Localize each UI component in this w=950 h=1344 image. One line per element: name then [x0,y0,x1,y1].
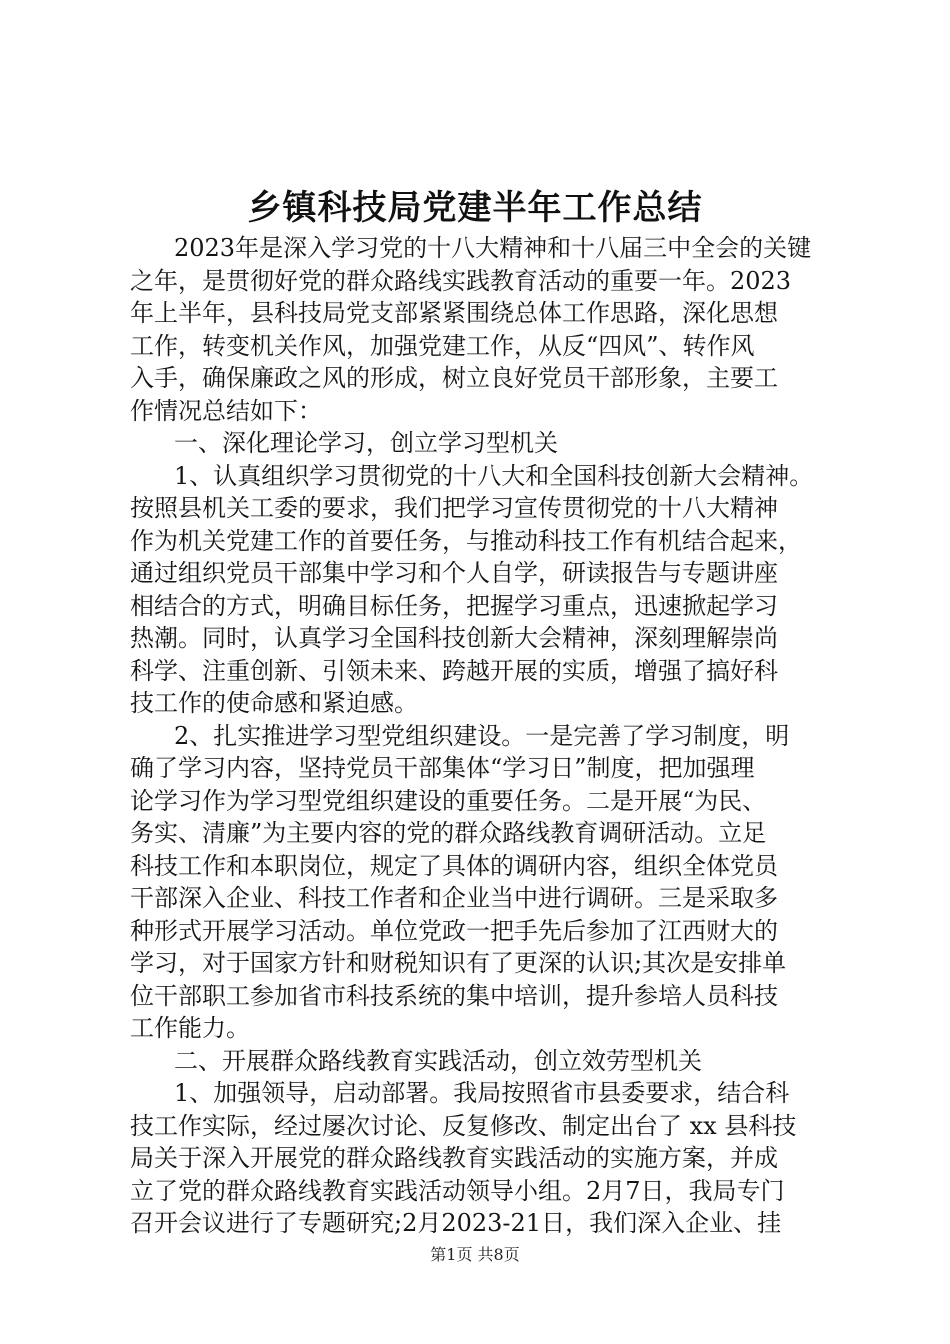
text-line: 相结合的方式，明确目标任务，把握学习重点，迅速掀起学习 [130,591,778,620]
text-line: 技工作的使命感和紧迫感。 [130,689,418,717]
text-line: 入手，确保廉政之风的形成，树立良好党员干部形象，主要工 [130,364,778,392]
text-line: 干部深入企业、科技工作者和企业当中进行调研。三是采取多 [130,884,778,912]
text-line: 按照县机关工委的要求，我们把学习宣传贯彻党的十八大精神 [130,494,778,522]
text-line: 种形式开展学习活动。单位党政一把手先后参加了江西财大的 [130,916,778,945]
text-line: 2、扎实推进学习型党组织建设。一是完善了学习制度，明 [174,721,790,750]
document-title: 乡镇科技局党建半年工作总结 [247,188,703,228]
page-footer: 第1页 共8页 [430,1245,520,1264]
text-line: 1、认真组织学习贯彻党的十八大和全国科技创新大会精神。 [174,461,814,490]
text-line: 之年，是贯彻好党的群众路线实践教育活动的重要一年。2023 [130,266,792,295]
text-line: 立了党的群众路线教育实践活动领导小组。2月7日，我局专门 [130,1176,785,1205]
text-line: 位干部职工参加省市科技系统的集中培训，提升参培人员科技 [130,981,778,1010]
text-line: 1、加强领导，启动部署。我局按照省市县委要求，结合科 [174,1079,790,1107]
text-line: 工作，转变机关作风，加强党建工作，从反“四风”、转作风 [130,331,755,360]
text-line: 工作能力。 [130,1014,250,1042]
text-line: 局关于深入开展党的群众路线教育实践活动的实施方案，并成 [130,1144,778,1172]
text-line: 作为机关党建工作的首要任务，与推动科技工作有机结合起来， [130,526,802,555]
text-line: 论学习作为学习型党组织建设的重要任务。二是开展“为民、 [130,786,767,815]
text-line: 2023年是深入学习党的十八大精神和十八届三中全会的关键 [174,234,812,262]
text-line: 二、开展群众路线教育实践活动，创立效劳型机关 [174,1046,702,1075]
document-body [130,232,830,1240]
text-line: 确了学习内容，坚持党员干部集体“学习日”制度，把加强理 [130,754,755,782]
text-line: 技工作实际，经过屡次讨论、反复修改、制定出台了 xx 县科技 [130,1111,797,1140]
text-line: 务实、清廉”为主要内容的党的群众路线教育调研活动。立足 [130,819,767,847]
text-line: 科学、注重创新、引领未来、跨越开展的实质，增强了搞好科 [130,656,778,685]
text-line: 召开会议进行了专题研究;2月2023-21日，我们深入企业、挂 [130,1209,782,1237]
text-line: 年上半年，县科技局党支部紧紧围绕总体工作思路，深化思想 [130,299,778,327]
text-line: 热潮。同时，认真学习全国科技创新大会精神，深刻理解崇尚 [130,624,778,652]
text-line: 科技工作和本职岗位，规定了具体的调研内容，组织全体党员 [130,851,778,880]
text-line: 一、深化理论学习，创立学习型机关 [174,429,558,457]
text-line: 通过组织党员干部集中学习和个人自学，研读报告与专题讲座 [130,559,778,587]
text-line: 学习，对于国家方针和财税知识有了更深的认识;其次是安排单 [130,949,787,977]
text-line: 作情况总结如下： [130,396,322,425]
